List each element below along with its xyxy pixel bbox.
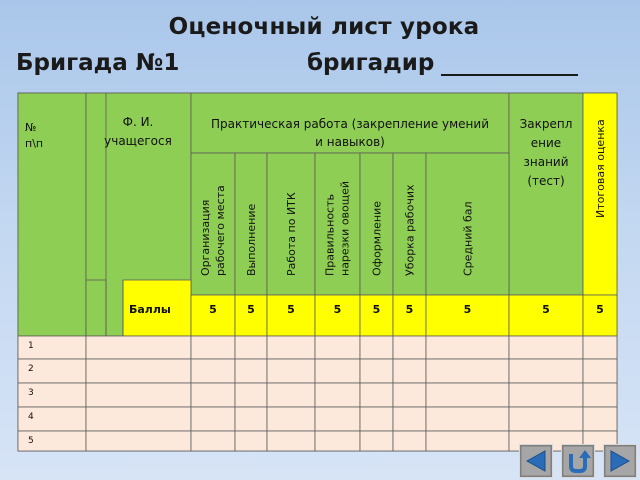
row-number: 5 bbox=[28, 436, 34, 446]
score-cell bbox=[235, 383, 267, 407]
practical-subheader-label: Работа по ИТК bbox=[285, 192, 298, 276]
return-button[interactable] bbox=[561, 444, 595, 478]
page-title: Оценочный лист урока bbox=[168, 14, 480, 40]
practical-subheader-label: рабочего места bbox=[214, 185, 227, 276]
score-cell bbox=[509, 407, 583, 431]
score-cell bbox=[360, 431, 393, 451]
score-cell bbox=[509, 383, 583, 407]
name-header-label: учащегося bbox=[104, 134, 172, 148]
practical-header-label: Практическая работа (закрепление умений bbox=[211, 117, 489, 131]
score-cell bbox=[393, 383, 426, 407]
name-header-label: Ф. И. bbox=[122, 115, 154, 129]
points-value: 5 bbox=[333, 303, 342, 316]
score-cell bbox=[191, 359, 235, 383]
score-cell bbox=[360, 359, 393, 383]
score-cell bbox=[583, 359, 617, 383]
score-cell bbox=[191, 431, 235, 451]
points-value: 5 bbox=[542, 303, 550, 316]
points-value: 5 bbox=[405, 303, 414, 316]
score-cell bbox=[583, 336, 617, 359]
student-name-cell bbox=[86, 407, 191, 431]
points-value: 5 bbox=[209, 303, 217, 316]
score-cell bbox=[235, 407, 267, 431]
score-cell bbox=[393, 431, 426, 451]
num-header-label: п\п bbox=[25, 137, 44, 150]
score-cell bbox=[315, 383, 360, 407]
student-name-cell bbox=[86, 383, 191, 407]
score-cell bbox=[426, 359, 509, 383]
student-name-cell bbox=[86, 336, 191, 359]
row-number: 1 bbox=[28, 341, 34, 351]
score-cell bbox=[235, 359, 267, 383]
score-cell bbox=[315, 431, 360, 451]
practical-subheader-label: Выполнение bbox=[245, 203, 258, 276]
practical-subheader-cell bbox=[191, 153, 235, 295]
score-cell bbox=[267, 431, 315, 451]
final-header-label: Итоговая оценка bbox=[594, 119, 607, 218]
test-header-label: знаний bbox=[523, 155, 569, 169]
practical-subheader-label: Средний бал bbox=[461, 201, 475, 276]
test-header-label: ение bbox=[530, 136, 562, 150]
points-value: 5 bbox=[247, 303, 255, 316]
score-cell bbox=[267, 407, 315, 431]
practical-header-label: и навыков) bbox=[315, 135, 385, 149]
num-header-label: № bbox=[25, 121, 37, 134]
score-cell bbox=[191, 336, 235, 359]
score-cell bbox=[393, 359, 426, 383]
score-cell bbox=[360, 407, 393, 431]
score-cell bbox=[235, 431, 267, 451]
score-cell bbox=[426, 431, 509, 451]
test-header-label: Закрепл bbox=[519, 117, 573, 131]
practical-subheader-label: Организация bbox=[199, 199, 212, 276]
score-cell bbox=[509, 359, 583, 383]
points-value: 5 bbox=[372, 303, 381, 316]
points-value: 5 bbox=[596, 303, 604, 316]
score-cell bbox=[583, 383, 617, 407]
practical-subheader-label: Уборка рабочих bbox=[403, 184, 417, 276]
practical-subheader-label: нарезки овощей bbox=[338, 180, 352, 276]
practical-subheader-label: Правильность bbox=[323, 193, 337, 276]
row-number: 2 bbox=[28, 364, 34, 374]
foreman-label: бригадир bbox=[307, 50, 435, 76]
student-name-cell bbox=[86, 431, 191, 451]
test-header-label: (тест) bbox=[527, 174, 565, 188]
brigade-label: Бригада №1 bbox=[16, 50, 180, 76]
practical-subheader-cell bbox=[315, 153, 360, 295]
score-cell bbox=[191, 407, 235, 431]
next-slide-button[interactable] bbox=[603, 444, 637, 478]
score-cell bbox=[426, 336, 509, 359]
points-value: 5 bbox=[463, 303, 472, 316]
score-cell bbox=[360, 383, 393, 407]
row-number: 4 bbox=[28, 412, 34, 422]
arrow-left-icon bbox=[519, 444, 553, 478]
score-cell bbox=[426, 407, 509, 431]
score-cell bbox=[360, 336, 393, 359]
points-label: Баллы bbox=[129, 303, 171, 316]
score-cell bbox=[191, 383, 235, 407]
return-icon bbox=[561, 444, 595, 478]
student-name-cell bbox=[86, 359, 191, 383]
score-cell bbox=[267, 383, 315, 407]
score-cell bbox=[315, 407, 360, 431]
practical-subheader-label: Оформление bbox=[370, 201, 384, 276]
score-cell bbox=[267, 336, 315, 359]
row-number: 3 bbox=[28, 388, 34, 398]
score-cell bbox=[583, 407, 617, 431]
score-cell bbox=[393, 336, 426, 359]
score-cell bbox=[315, 359, 360, 383]
score-cell bbox=[426, 383, 509, 407]
arrow-right-icon bbox=[603, 444, 637, 478]
points-value: 5 bbox=[287, 303, 295, 316]
score-cell bbox=[235, 336, 267, 359]
score-cell bbox=[267, 359, 315, 383]
score-cell bbox=[509, 336, 583, 359]
score-cell bbox=[315, 336, 360, 359]
score-cell bbox=[393, 407, 426, 431]
points-spacer bbox=[86, 280, 106, 336]
prev-slide-button[interactable] bbox=[519, 444, 553, 478]
